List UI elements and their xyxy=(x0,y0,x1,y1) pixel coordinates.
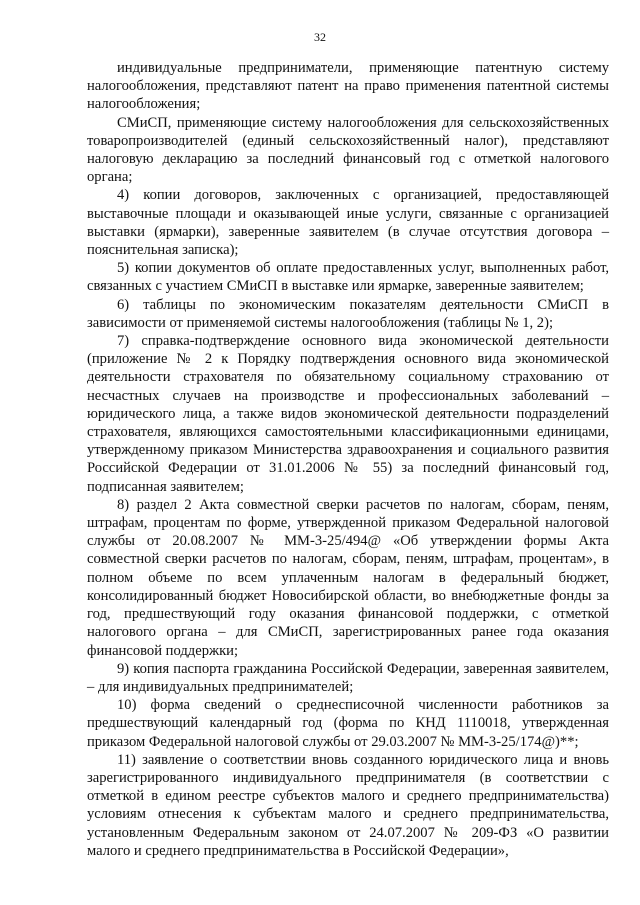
list-item-5-payment-documents: 5) копии документов об оплате предоставленных услуг, выполненных работ, связанных с участием СМиСП в выставке или ярмарке, заверенные заявителем; xyxy=(87,260,609,295)
list-item-11-compliance-statement: 11) заявление о соответствии вновь созданного юридического лица и вновь зарегистрированного индивидуального предпринимателя (в соответствии с отметкой в едином реестре субъектов малого и среднего предпринимательства) условиям отнесения к субъектам малого и среднего предпринимательства, установленным Федеральным законом от 24.07.2007 № 209-ФЗ «О развитии малого и среднего предпринимательства в Российской Федерации», xyxy=(87,751,609,859)
paragraph-patent-system: индивидуальные предприниматели, применяющие патентную систему налогообложения, представляют патент на право применения патентной системы налогообложения; xyxy=(87,60,609,113)
list-item-4-contracts: 4) копии договоров, заключенных с организацией, предоставляющей выставочные площади и оказывающей иные услуги, связанные с организацией выставки (ярмарки), заверенные заявителем (в случае отсутствия договора – пояснительная записка); xyxy=(87,187,609,259)
paragraph-agricultural-tax: СМиСП, применяющие систему налогообложения для сельскохозяйственных товаропроизводителей (единый сельскохозяйственный налог), представляют налоговую декларацию за последний финансовый год с отметкой налогового органа; xyxy=(87,114,609,186)
page-number: 32 xyxy=(314,30,326,44)
list-item-7-activity-certificate: 7) справка-подтверждение основного вида экономической деятельности (приложение № 2 к Порядку подтверждения основного вида экономической деятельности страхователя по обязательному социальному страхованию от несчастных случаев на производстве и профессиональных заболеваний – юридического лица, а также видов экономической деятельности подразделений страхователя, являющихся самостоятельными классификационными единицами, утвержденному приказом Министерства здравоохранения и социального развития Российской Федерации от 31.01.2006 № 55) за последний финансовый год, подписанная заявителем; xyxy=(87,333,609,495)
list-item-10-headcount-form: 10) форма сведений о среднесписочной численности работников за предшествующий календарный год (форма по КНД 1110018, утвержденная приказом Федеральной налоговой службы от 29.03.2007 № ММ-3-25/174@)**; xyxy=(87,697,609,750)
list-item-9-passport-copy: 9) копия паспорта гражданина Российской Федерации, заверенная заявителем, – для индивидуальных предпринимателей; xyxy=(87,660,609,695)
document-body xyxy=(87,59,609,860)
list-item-8-tax-reconciliation: 8) раздел 2 Акта совместной сверки расчетов по налогам, сборам, пеням, штрафам, процентам по форме, утвержденной приказом Федеральной налоговой службы от 20.08.2007 № ММ-3-25/494@ «Об утверждении формы Акта совместной сверки расчетов по налогам, сборам, пеням, штрафам, процентам», в полном объеме по всем уплаченным налогам в федеральный бюджет, консолидированный бюджет Новосибирской области, во внебюджетные фонды за год, предшествующий году оказания финансовой поддержки, с отметкой налогового органа – для СМиСП, зарегистрированных ранее года оказания финансовой поддержки; xyxy=(87,496,609,659)
list-item-6-tables: 6) таблицы по экономическим показателям деятельности СМиСП в зависимости от применяемой системы налогообложения (таблицы № 1, 2); xyxy=(87,296,609,331)
